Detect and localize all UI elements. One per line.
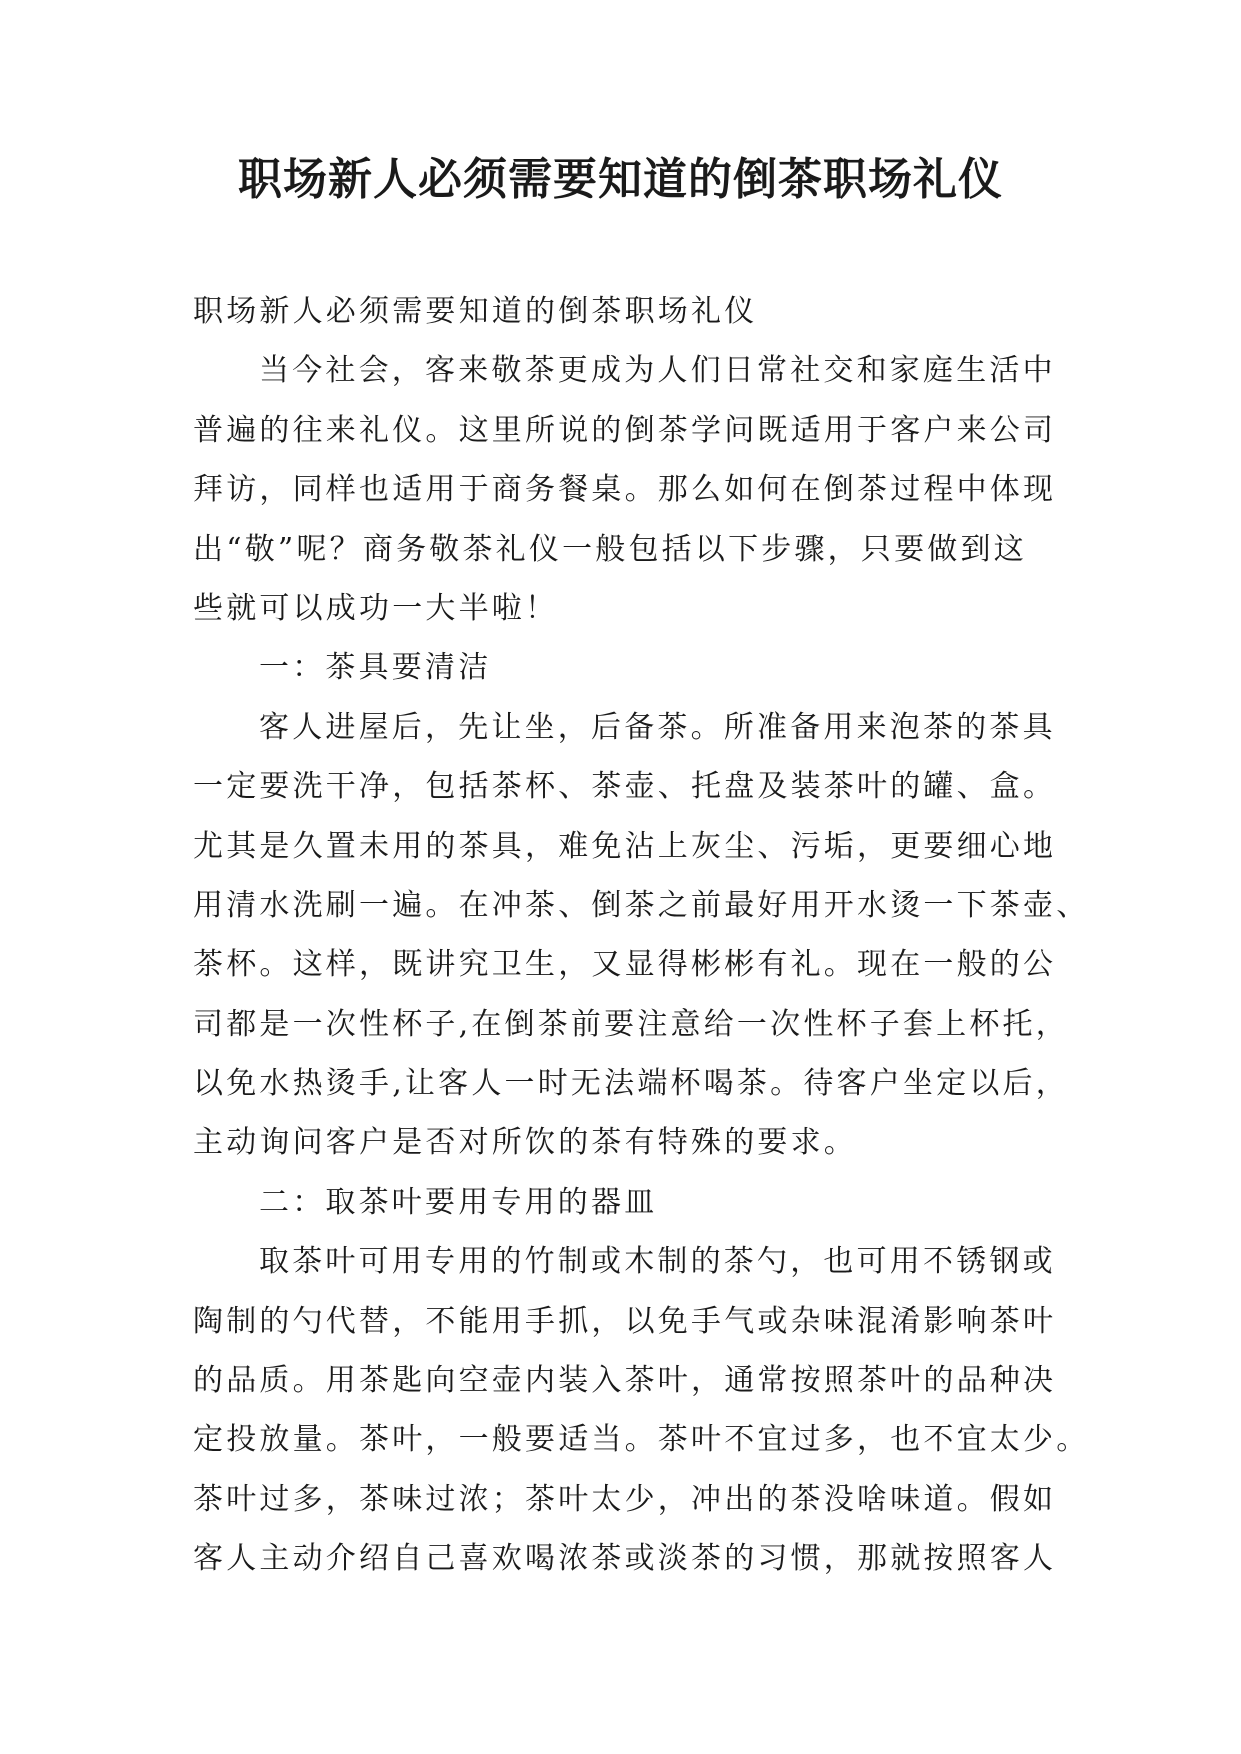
text-line: 的品质。用茶匙向空壶内装入茶叶，通常按照茶叶的品种决 bbox=[193, 1363, 1057, 1399]
text-line: 尤其是久置未用的茶具，难免沾上灰尘、污垢，更要细心地 bbox=[193, 828, 1057, 864]
text-line: 当今社会，客来敬茶更成为人们日常社交和家庭生活中 bbox=[259, 353, 1056, 389]
text-line: 拜访，同样也适用于商务餐桌。那么如何在倒茶过程中体现 bbox=[193, 472, 1057, 508]
document-title: 职场新人必须需要知道的倒茶职场礼仪 bbox=[238, 154, 1003, 205]
text-line: 定投放量。茶叶，一般要适当。茶叶不宜过多，也不宜太少。 bbox=[193, 1422, 1090, 1458]
text-line: 一：茶具要清洁 bbox=[259, 650, 492, 686]
document-body bbox=[193, 282, 1090, 1589]
text-line: 出“敬”呢？商务敬茶礼仪一般包括以下步骤，只要做到这 bbox=[193, 531, 1027, 567]
text-line: 取茶叶可用专用的竹制或木制的茶勺，也可用不锈钢或 bbox=[259, 1244, 1056, 1280]
text-line: 陶制的勺代替，不能用手抓，以免手气或杂味混淆影响茶叶 bbox=[193, 1303, 1057, 1339]
text-line: 客人主动介绍自己喜欢喝浓茶或淡茶的习惯，那就按照客人 bbox=[193, 1541, 1057, 1577]
text-line: 二：取茶叶要用专用的器皿 bbox=[259, 1184, 658, 1220]
text-line: 茶叶过多，茶味过浓；茶叶太少，冲出的茶没啥味道。假如 bbox=[193, 1481, 1057, 1517]
text-line: 一定要洗干净，包括茶杯、茶壶、托盘及装茶叶的罐、盒。 bbox=[193, 769, 1057, 805]
text-line: 职场新人必须需要知道的倒茶职场礼仪 bbox=[193, 294, 758, 329]
text-line: 用清水洗刷一遍。在冲茶、倒茶之前最好用开水烫一下茶壶、 bbox=[193, 887, 1090, 923]
text-line: 茶杯。这样，既讲究卫生，又显得彬彬有礼。现在一般的公 bbox=[193, 947, 1057, 983]
text-line: 主动询问客户是否对所饮的茶有特殊的要求。 bbox=[193, 1125, 857, 1161]
text-line: 司都是一次性杯子,在倒茶前要注意给一次性杯子套上杯托， bbox=[193, 1006, 1069, 1042]
text-line: 客人进屋后，先让坐，后备茶。所准备用来泡茶的茶具 bbox=[259, 709, 1056, 745]
text-line: 些就可以成功一大半啦！ bbox=[193, 590, 559, 626]
text-line: 以免水热烫手,让客人一时无法端杯喝茶。待客户坐定以后， bbox=[193, 1066, 1069, 1102]
text-line: 普遍的往来礼仪。这里所说的倒茶学问既适用于客户来公司 bbox=[193, 412, 1057, 448]
